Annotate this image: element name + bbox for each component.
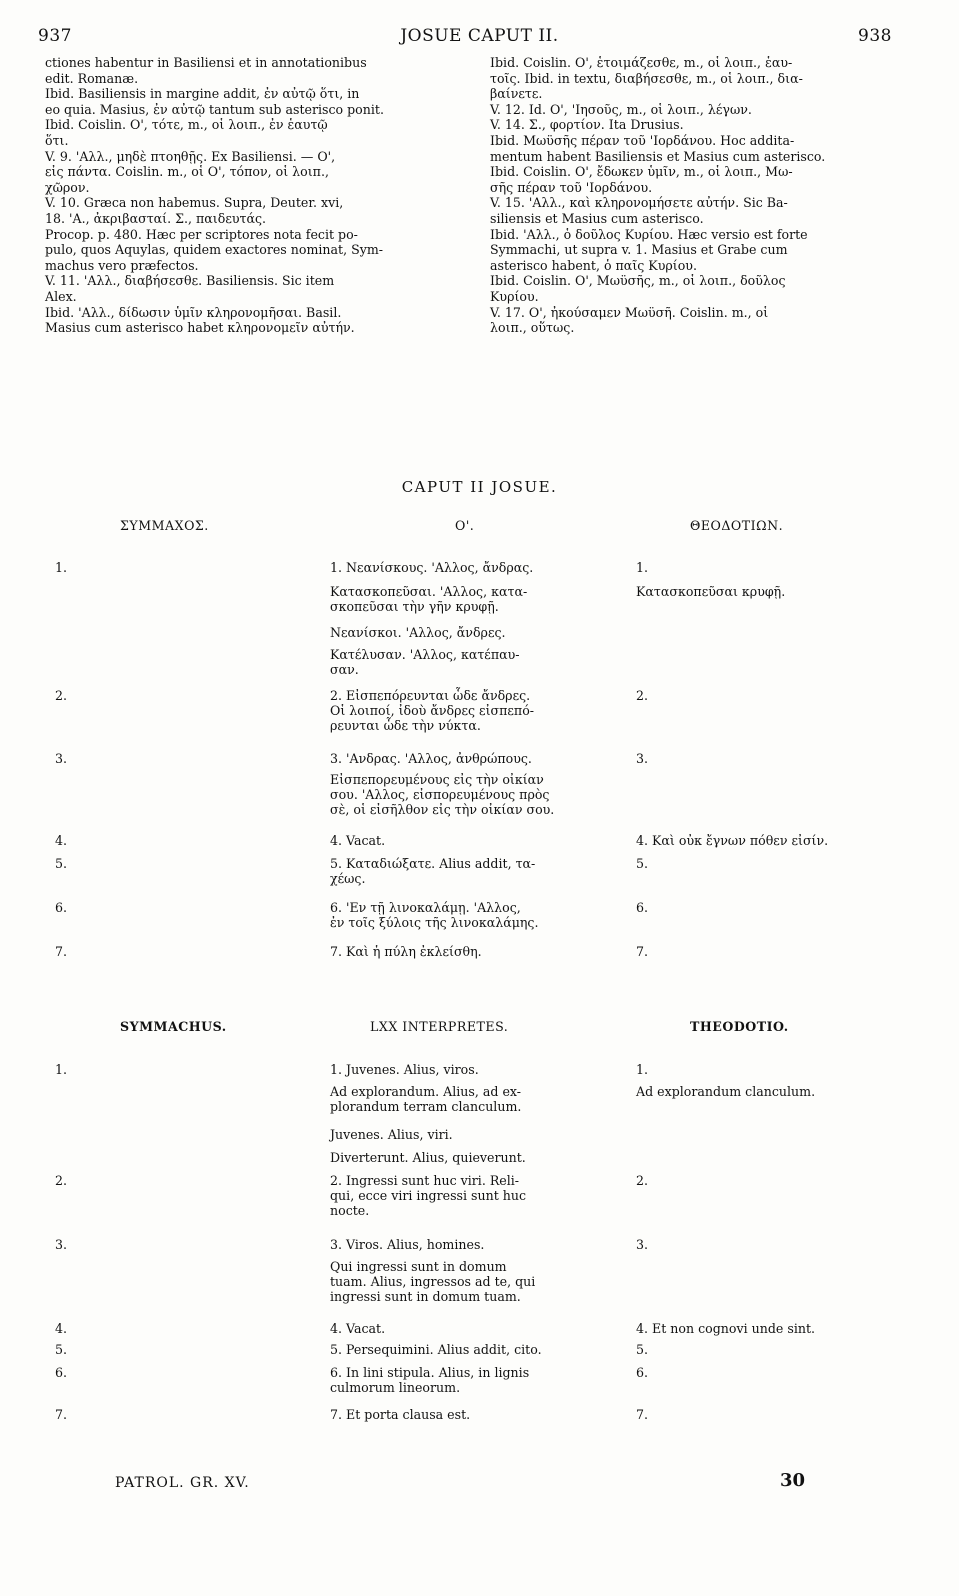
lxx-reading: 6. In lini stipula. Alius, in lignis culmorum lineorum. — [330, 1365, 530, 1396]
lxx-reading: 1. Νεανίσκους. 'Αλλος, ἄνδρας. — [330, 560, 534, 575]
greek-col-header-theodotion: ΘΕΟΔΟΤΙΩΝ. — [690, 518, 784, 533]
note-paragraph: V. 15. 'Αλλ., καὶ κληρονομήσετε αὐτήν. Sic Ba- siliensis et Masius cum asterisco. — [490, 195, 788, 226]
lxx-reading: 5. Persequimini. Alius addit, cito. — [330, 1342, 542, 1357]
verse-number-right: 1. — [636, 1062, 649, 1077]
lxx-reading: 7. Et porta clausa est. — [330, 1407, 471, 1422]
verse-number-right: 6. — [636, 1365, 649, 1380]
notes-right-column — [490, 55, 910, 336]
verse-number-left: 3. — [55, 751, 68, 766]
lxx-reading: 3. Viros. Alius, homines. — [330, 1237, 485, 1252]
verse-number-left: 6. — [55, 1365, 68, 1380]
note-paragraph: V. 14. Σ., φορτίον. Ita Drusius. — [490, 117, 684, 133]
lxx-reading: 7. Καὶ ἡ πύλη ἐκλείσθη. — [330, 944, 482, 959]
lxx-reading: 1. Juvenes. Alius, viros. — [330, 1062, 479, 1077]
greek-col-header-lxx: O'. — [455, 518, 475, 533]
lxx-reading: 4. Vacat. — [330, 833, 386, 848]
lxx-reading: Κατασκοπεῦσαι. 'Αλλος, κατα- σκοπεῦσαι τὴν γῆν κρυφῇ. — [330, 584, 528, 615]
verse-number-right: 1. — [636, 560, 649, 575]
note-paragraph: Ibid. Coislin. O', ἑτοιμάζεσθε, m., οἱ λοιπ., ἑαυ- τοῖς. Ibid. in textu, διαβήσεσθε, m., οἱ λοιπ., δια- βαίνετε. — [490, 55, 803, 102]
verse-number-left: 3. — [55, 1237, 68, 1252]
verse-number-right: 3. — [636, 1237, 649, 1252]
note-paragraph: V. 11. 'Αλλ., διαβήσεσθε. Basiliensis. Sic item Alex. — [45, 273, 335, 304]
note-paragraph: Ibid. Coislin. O', Μωϋσῆς, m., οἱ λοιπ., δοῦλος Κυρίου. — [490, 273, 786, 304]
verse-number-left: 4. — [55, 833, 68, 848]
note-paragraph: Ibid. Μωϋσῆς πέραν τοῦ 'Ιορδάνου. Hoc addita- mentum habent Basiliensis et Masius cum asterisco. — [490, 132, 826, 164]
lxx-reading: Ad explorandum. Alius, ad ex- plorandum terram clanculum. — [330, 1084, 522, 1115]
note-paragraph: ctiones habentur in Basiliensi et in annotationibus edit. Romanæ. — [45, 55, 367, 86]
note-paragraph: V. 10. Græca non habemus. Supra, Deuter. xvi, 18. 'Α., ἀκριβασταί. Σ., παιδευτάς. — [45, 195, 344, 226]
lxx-reading: 3. 'Ανδρας. 'Αλλος, ἀνθρώπους. — [330, 751, 532, 766]
verse-number-left: 5. — [55, 1342, 68, 1357]
verse-number-right: 5. — [636, 1342, 649, 1357]
note-paragraph: V. 9. 'Αλλ., μηδὲ πτοηθῇς. Ex Basiliensi. — O', εἰς πάντα. Coislin. m., οἱ O', τόπον, οἱ λοιπ., χῶρον. — [45, 148, 336, 195]
note-paragraph: Ibid. 'Αλλ., ὁ δοῦλος Κυρίου. Hæc versio est forte Symmachi, ut supra v. 1. Masius et Grabe cum asterisco habent, ὁ παῖς Κυρίου. — [490, 226, 808, 273]
lxx-reading: 4. Vacat. — [330, 1321, 386, 1336]
lxx-reading: Εἰσπεπορευμένους εἰς τὴν οἰκίαν σου. 'Αλλος, εἰσπορευμένους πρὸς σὲ, οἱ εἰσῆλθον εἰς τὴν οἰκίαν σου. — [330, 772, 555, 818]
lxx-reading: Juvenes. Alius, viri. — [330, 1127, 453, 1142]
greek-col-header-symmachus: ΣΥΜΜΑΧΟΣ. — [120, 518, 209, 533]
verse-number-left: 4. — [55, 1321, 68, 1336]
lxx-reading: 5. Καταδιώξατε. Alius addit, τα- χέως. — [330, 856, 536, 887]
verse-number-right: 3. — [636, 751, 649, 766]
lxx-reading: Νεανίσκοι. 'Αλλος, ἄνδρες. — [330, 625, 506, 640]
lxx-reading: 2. Ingressi sunt huc viri. Reli- qui, ecce viri ingressi sunt huc nocte. — [330, 1173, 527, 1219]
lxx-reading: Κατέλυσαν. 'Αλλος, κατέπαυ- σαν. — [330, 647, 520, 678]
verse-number-left: 7. — [55, 1407, 68, 1422]
note-paragraph: Ibid. 'Αλλ., δίδωσιν ὑμῖν κληρονομῆσαι. Basil. Masius cum asterisco habet κληρονομεῖν αὐτήν. — [45, 304, 355, 336]
latin-col-header-symmachus: SYMMACHUS. — [120, 1019, 227, 1034]
latin-col-header-theodotio: THEODOTIO. — [690, 1019, 789, 1034]
theodotion-reading: Κατασκοπεῦσαι κρυφῇ. — [636, 584, 786, 599]
verse-number-left: 7. — [55, 944, 68, 959]
verse-number-right: 7. — [636, 1407, 649, 1422]
verse-number-left: 5. — [55, 856, 68, 871]
verse-number-left: 1. — [55, 1062, 68, 1077]
footer-page-number: 30 — [780, 1470, 806, 1491]
verse-number-right: 6. — [636, 900, 649, 915]
theodotion-reading: 4. Καὶ οὐκ ἔγνων πόθεν εἰσίν. — [636, 833, 829, 848]
verse-number-left: 2. — [55, 1173, 68, 1188]
note-paragraph: V. 12. Id. O', 'Ιησοῦς, m., οἱ λοιπ., λέγων. — [490, 101, 752, 117]
footer-source: PATROL. GR. XV. — [115, 1475, 250, 1491]
lxx-reading: 6. 'Εν τῇ λινοκαλάμῃ. 'Αλλος, ἐν τοῖς ξύλοις τῆς λινοκαλάμης. — [330, 900, 539, 931]
running-title: JOSUE CAPUT II. — [400, 26, 559, 46]
lxx-reading: 2. Εἰσπεπόρευνται ὧδε ἄνδρες. Οἱ λοιποί, ἰδοὺ ἄνδρες εἰσπεπό- ρευνται ὧδε τὴν νύκτα. — [330, 688, 535, 734]
verse-number-right: 2. — [636, 688, 649, 703]
left-page-number: 937 — [38, 26, 72, 46]
verse-number-right: 2. — [636, 1173, 649, 1188]
note-paragraph: V. 17. O', ἠκούσαμεν Μωϋσῆ. Coislin. m., οἱ λοιπ., οὕτως. — [490, 304, 769, 336]
section-title: CAPUT II JOSUE. — [401, 478, 558, 496]
verse-number-right: 7. — [636, 944, 649, 959]
right-page-number: 938 — [858, 26, 892, 46]
note-paragraph: Ibid. Coislin. O', ἔδωκεν ὑμῖν, m., οἱ λοιπ., Μω- σῆς πέραν τοῦ 'Ιορδάνου. — [490, 164, 793, 195]
note-paragraph: Ibid. Basiliensis in margine addit, ἐν αὐτῷ ὅτι, in eo quia. Masius, ἐν αὐτῷ tantum sub asterisco ponit. — [45, 86, 384, 117]
verse-number-right: 5. — [636, 856, 649, 871]
verse-number-left: 1. — [55, 560, 68, 575]
lxx-reading: Qui ingressi sunt in domum tuam. Alius, ingressos ad te, qui ingressi sunt in domum tuam. — [330, 1259, 536, 1305]
notes-left-column — [45, 55, 467, 336]
theodotion-reading: Ad explorandum clanculum. — [636, 1084, 816, 1099]
theodotion-reading: 4. Et non cognovi unde sint. — [636, 1321, 816, 1336]
note-paragraph: Ibid. Coislin. O', τότε, m., οἱ λοιπ., ἐν ἑαυτῷ ὅτι. — [45, 117, 328, 148]
note-paragraph: Procop. p. 480. Hæc per scriptores nota fecit po- pulo, quos Aquylas, quidem exactores nominat, Sym- machus vero præfectos. — [45, 226, 384, 273]
verse-number-left: 2. — [55, 688, 68, 703]
verse-number-left: 6. — [55, 900, 68, 915]
lxx-reading: Diverterunt. Alius, quieverunt. — [330, 1150, 526, 1165]
latin-col-header-lxx: LXX INTERPRETES. — [370, 1019, 509, 1034]
